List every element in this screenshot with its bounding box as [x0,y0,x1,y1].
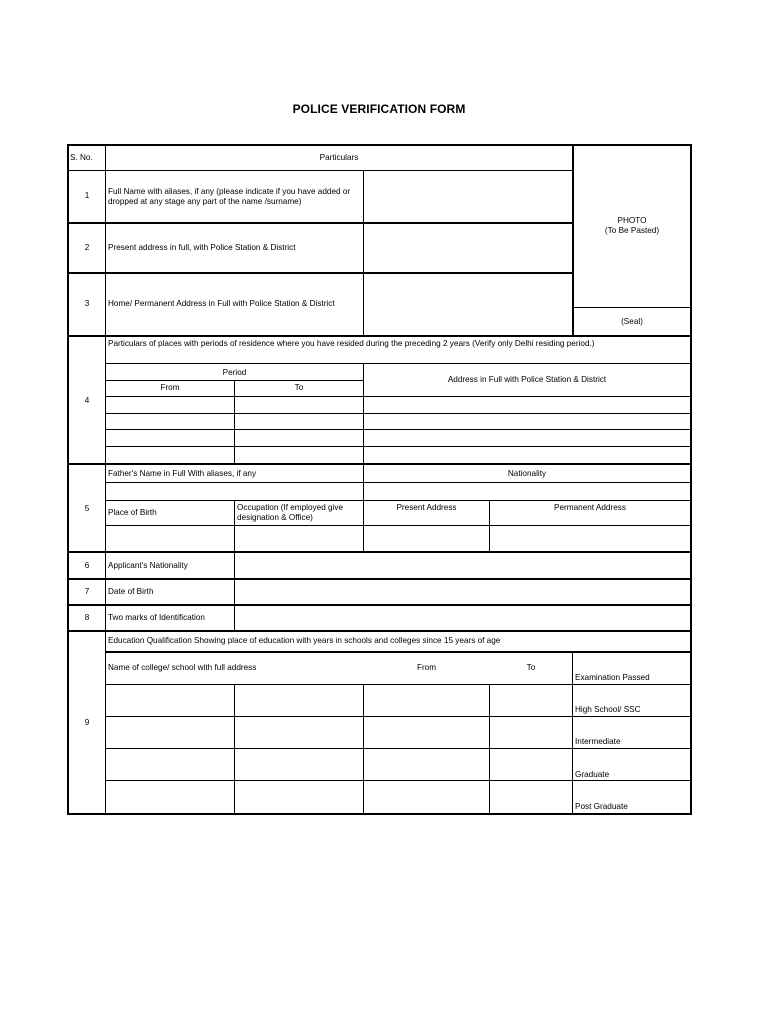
photo-label: PHOTO [617,216,647,225]
row7-bottom [67,604,692,606]
row-number-7: 7 [84,587,90,596]
row3-label: Home/ Permanent Address in Full with Police Station & District [108,299,335,308]
table-border-top [67,144,692,146]
row-number-1: 1 [84,191,90,200]
photo-sublabel: (To Be Pasted) [604,226,660,235]
sno-divider [105,144,106,815]
row2-bottom [67,272,574,274]
row9-label: Education Qualification Showing place of education with years in schools and colleges since 15 years of age [108,636,501,645]
row3-bottom [67,335,692,337]
sno-header: S. No. [70,153,93,162]
exam-graduate: Graduate [575,770,610,779]
photo-divider [572,144,574,337]
seal-divider [573,307,692,308]
row8-bottom [67,630,692,632]
row9-line-a [105,651,692,653]
occupation-label: Occupation (If employed give designation & Office) [237,503,344,522]
row5-line-a [105,482,692,483]
table-border-bottom [67,813,692,815]
row-number-8: 8 [84,613,90,622]
table-border-right [690,144,692,815]
place-of-birth-label: Place of Birth [108,508,157,517]
row6-bottom [67,578,692,580]
row9-col-4 [572,652,573,814]
particulars-header: Particulars [319,153,359,162]
row-number-9: 9 [84,718,90,727]
period-to-header: To [294,383,304,392]
row-number-2: 2 [84,243,90,252]
row9-col-2 [363,684,364,814]
residence-address-header: Address in Full with Police Station & District [447,375,607,384]
father-name-label: Father's Name in Full With aliases, if any [108,469,257,478]
exam-intermediate: Intermediate [575,737,621,746]
row-number-3: 3 [84,299,90,308]
exam-post-graduate: Post Graduate [575,802,628,811]
seal-label: (Seal) [621,317,643,326]
row9-col-1 [234,684,235,814]
row4-bottom [67,463,692,465]
row5-line-b [105,500,692,501]
education-to-header: To [526,663,536,672]
exam-passed-header: Examination Passed [575,673,650,682]
rows6-8-divider [234,552,235,632]
row9-line-e [105,780,692,781]
row4-line-e [105,429,692,430]
period-from-header: From [160,383,180,392]
row9-col-3 [489,684,490,814]
college-header: Name of college/ school with full address [108,663,257,672]
row-number-5: 5 [84,504,90,513]
row4-label: Particulars of places with periods of residence where you have resided during the preceding 2 years (Verify only Delhi residing period.) [108,339,595,348]
exam-high-school: High School/ SSC [575,705,641,714]
row8-label: Two marks of Identification [108,613,205,622]
page-title: POLICE VERIFICATION FORM [292,102,466,116]
answer-divider-1-3 [363,170,364,337]
row-number-6: 6 [84,561,90,570]
row4-line-d [105,413,692,414]
education-from-header: From [416,663,437,672]
period-header: Period [222,368,247,377]
present-address-header: Present Address [396,503,457,512]
row5-line-c [105,525,692,526]
permanent-address-header: Permanent Address [554,503,626,512]
row4-line-f [105,446,692,447]
header-divider [67,170,574,171]
row1-label: Full Name with aliases, if any (please indicate if you have added or dropped at any stage any part of the name /surname) [108,187,351,206]
row9-line-d [105,748,692,749]
row5-bottom [67,551,692,553]
row4-line-c [105,396,692,397]
row2-label: Present address in full, with Police Station & District [108,243,296,252]
row7-label: Date of Birth [108,587,154,596]
row9-line-c [105,716,692,717]
row4-line-a [105,363,692,364]
row-number-4: 4 [84,396,90,405]
row5-col-2 [234,500,235,553]
row1-bottom [67,222,574,224]
row6-label: Applicant's Nationality [108,561,188,570]
row9-line-b [105,684,692,685]
nationality-header: Nationality [507,469,547,478]
